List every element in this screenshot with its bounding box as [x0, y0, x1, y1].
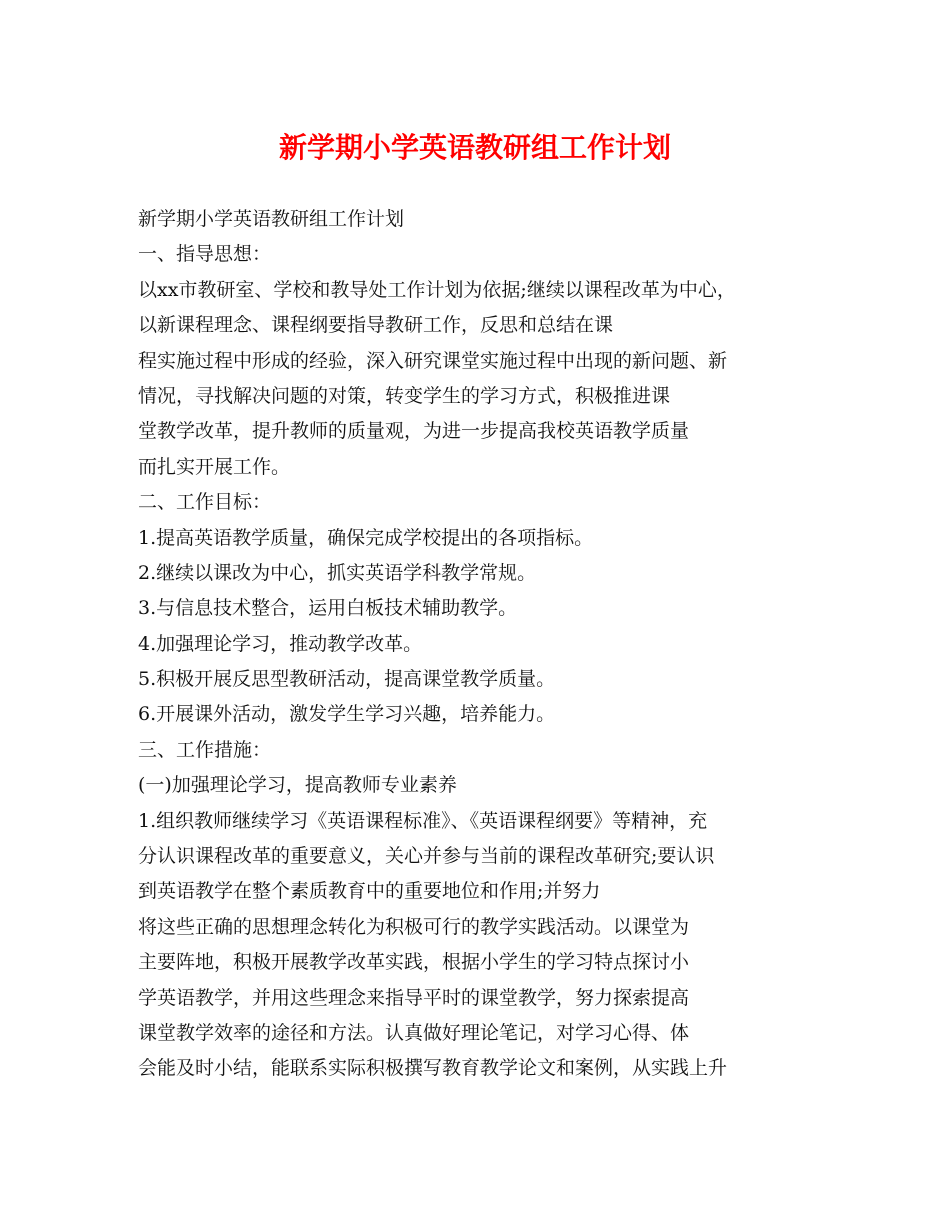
- goal-item: 5.积极开展反思型教研活动，提高课堂教学质量。: [138, 668, 556, 691]
- body-line: 情况，寻找解决问题的对策，转变学生的学习方式，积极推进课: [138, 384, 671, 407]
- body-line: 而扎实开展工作。: [138, 455, 291, 478]
- section-heading-work-measures: 三、工作措施：: [138, 738, 272, 761]
- goal-item: 3.与信息技术整合，运用白板技术辅助教学。: [138, 597, 518, 620]
- goal-item: 6.开展课外活动，激发学生学习兴趣，培养能力。: [138, 703, 556, 726]
- body-line: 以xx市教研室、学校和教导处工作计划为依据;继续以课程改革为中心，: [138, 278, 736, 301]
- body-line: 将这些正确的思想理念转化为积极可行的教学实践活动。以课堂为: [138, 915, 690, 938]
- body-line: 主要阵地，积极开展教学改革实践，根据小学生的学习特点探讨小: [138, 951, 690, 974]
- document-body: [138, 202, 828, 1087]
- body-line: 1.组织教师继续学习《英语课程标准》、《英语课程纲要》等精神，充: [138, 809, 708, 832]
- subsection-heading: (一)加强理论学习，提高教师专业素养: [138, 774, 457, 797]
- body-line: 到英语教学在整个素质教育中的重要地位和作用;并努力: [138, 880, 601, 903]
- body-line: 以新课程理念、课程纲要指导教研工作，反思和总结在课: [138, 314, 614, 337]
- section-heading-work-goals: 二、工作目标：: [138, 491, 272, 514]
- body-line: 课堂教学效率的途径和方法。认真做好理论笔记，对学习心得、体: [138, 1021, 690, 1044]
- goal-item: 4.加强理论学习，推动教学改革。: [138, 632, 423, 655]
- body-line: 堂教学改革，提升教师的质量观，为进一步提高我校英语教学质量: [138, 420, 690, 443]
- body-line-subtitle: 新学期小学英语教研组工作计划: [138, 208, 405, 230]
- body-line: 程实施过程中形成的经验，深入研究课堂实施过程中出现的新问题、新: [138, 349, 728, 372]
- document-title: 新学期小学英语教研组工作计划: [278, 131, 671, 164]
- body-line: 分认识课程改革的重要意义，关心并参与当前的课程改革研究;要认识: [138, 845, 715, 868]
- section-heading-guiding-ideology: 一、指导思想：: [138, 243, 272, 266]
- body-line: 会能及时小结，能联系实际积极撰写教育教学论文和案例，从实践上升: [138, 1057, 728, 1080]
- goal-item: 1.提高英语教学质量，确保完成学校提出的各项指标。: [138, 526, 594, 549]
- goal-item: 2.继续以课改为中心，抓实英语学科教学常规。: [138, 561, 537, 584]
- body-line: 学英语教学，并用这些理念来指导平时的课堂教学，努力探索提高: [138, 986, 690, 1009]
